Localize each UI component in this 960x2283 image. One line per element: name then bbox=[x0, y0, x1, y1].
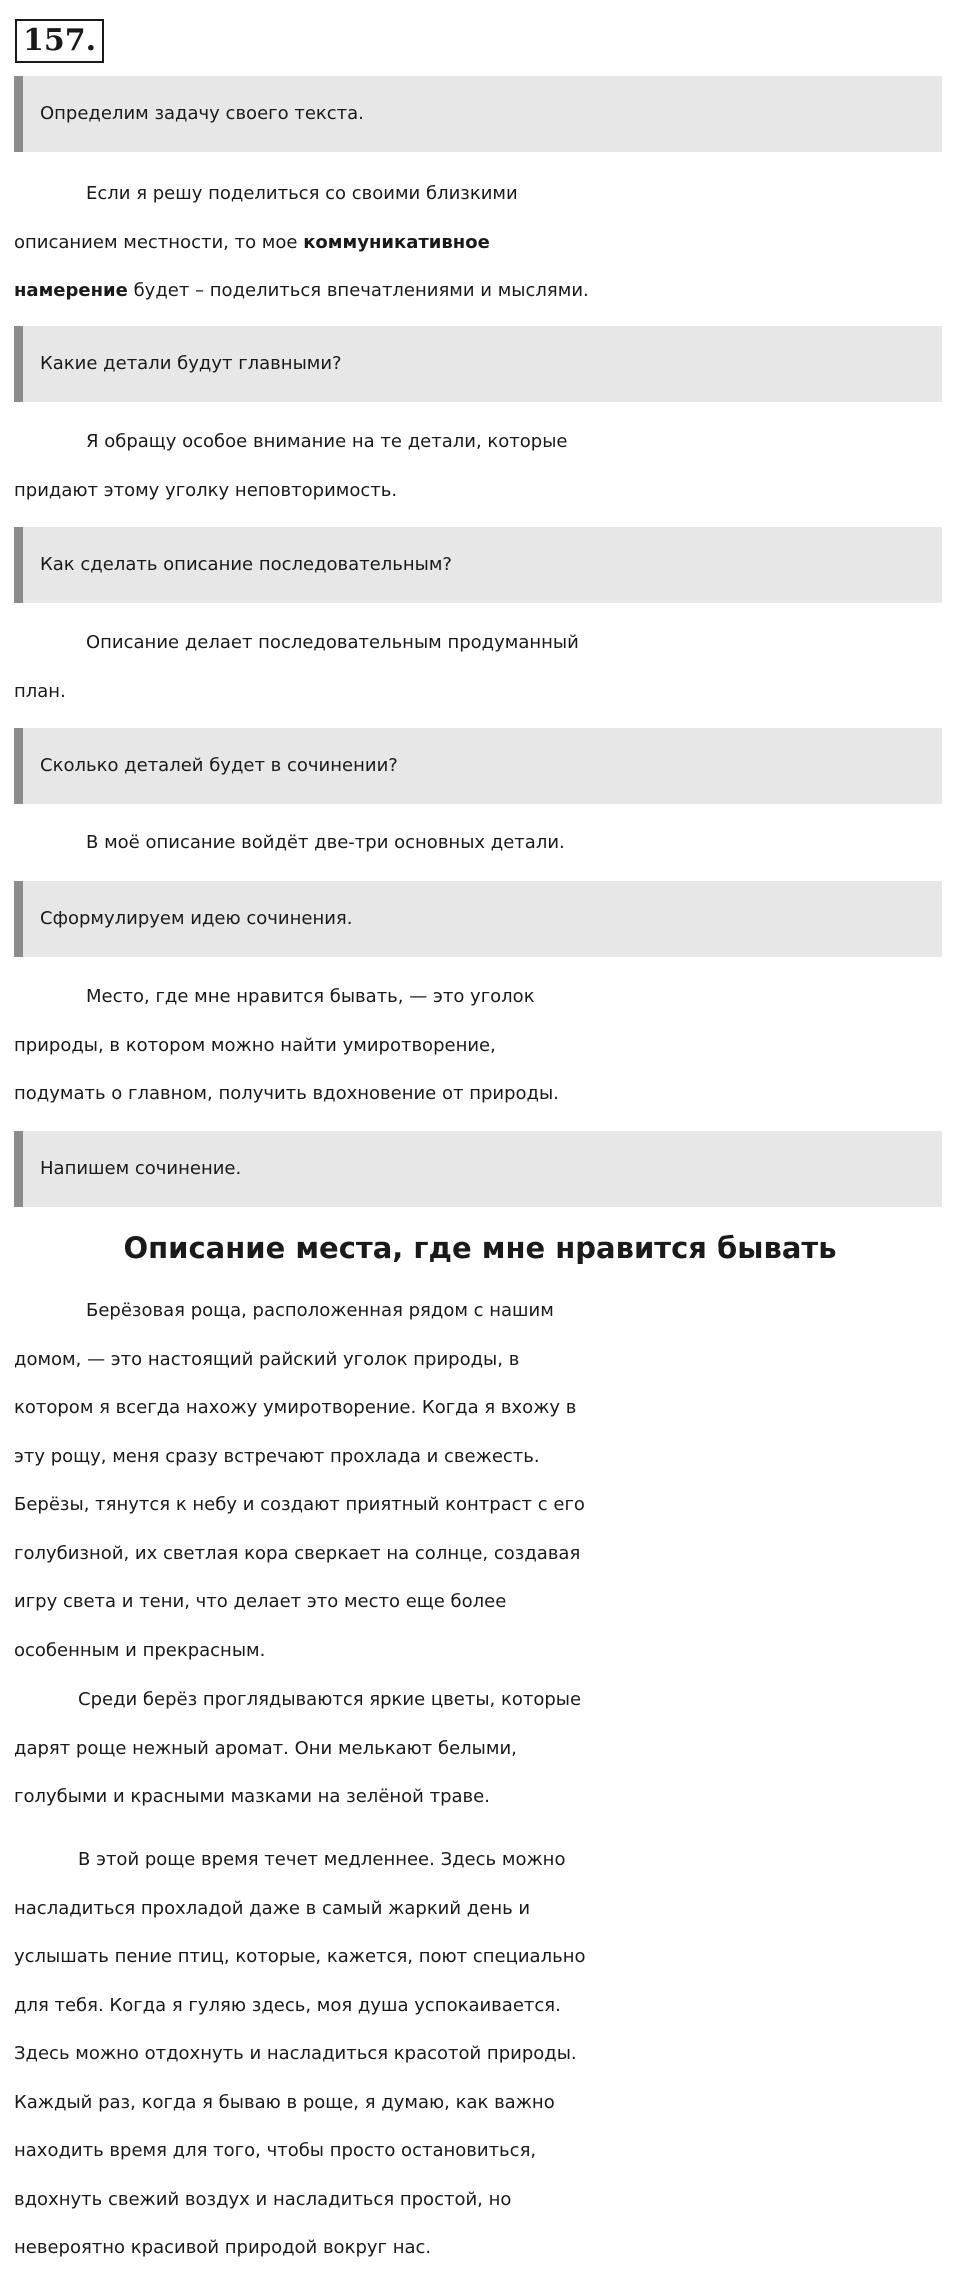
text-line: особенным и прекрасным. bbox=[14, 1639, 266, 1661]
answer-paragraph bbox=[14, 973, 946, 1119]
text-line: В этой роще время течет медленнее. Здесь можно bbox=[78, 1849, 566, 1870]
essay-paragraph-1 bbox=[14, 1287, 946, 1675]
question-block: Какие детали будут главными? bbox=[14, 326, 942, 402]
essay-title: Описание места, где мне нравится бывать bbox=[123, 1231, 837, 1265]
answer-paragraph bbox=[14, 170, 946, 316]
text-line: Если я решу поделиться со своими близкими bbox=[86, 183, 518, 204]
text-line: подумать о главном, получить вдохновение от природы. bbox=[14, 1083, 559, 1104]
text-line: голубыми и красными мазками на зелёной траве. bbox=[14, 1786, 490, 1807]
text-line: Берёзовая роща, расположенная рядом с нашим bbox=[86, 1300, 554, 1321]
text-line: услышать пение птиц, которые, кажется, поют специально bbox=[14, 1946, 586, 1967]
text-line: придают этому уголку неповторимость. bbox=[14, 479, 398, 501]
bold-term: намерение bbox=[14, 280, 128, 301]
question-block: Сформулируем идею сочинения. bbox=[14, 881, 942, 957]
answer-paragraph bbox=[14, 619, 946, 716]
text-line: домом, — это настоящий райский уголок природы, в bbox=[14, 1348, 520, 1370]
text-line: находить время для того, чтобы просто остановиться, bbox=[14, 2140, 537, 2161]
text-line: невероятно красивой природой вокруг нас. bbox=[14, 2237, 432, 2258]
text-span: будет – поделиться впечатлениями и мыслями. bbox=[127, 280, 589, 301]
text-line: Здесь можно отдохнуть и насладиться красотой природы. bbox=[14, 2043, 577, 2064]
text-line bbox=[14, 267, 946, 316]
text-line: план. bbox=[14, 680, 66, 702]
text-line: эту рощу, меня сразу встречают прохлада и свежесть. bbox=[14, 1445, 540, 1467]
bold-term: коммуникативное bbox=[303, 231, 490, 253]
question-block: Напишем сочинение. bbox=[14, 1131, 942, 1207]
text-line: насладиться прохладой даже в самый жаркий день и bbox=[14, 1897, 531, 1919]
task-number: 157. bbox=[15, 19, 104, 63]
text-line: игру света и тени, что делает это место еще более bbox=[14, 1591, 507, 1612]
text-line: Среди берёз проглядываются яркие цветы, которые bbox=[78, 1689, 582, 1710]
text-line: Я обращу особое внимание на те детали, которые bbox=[86, 431, 568, 452]
text-line: природы, в котором можно найти умиротворение, bbox=[14, 1034, 496, 1056]
question-block: Сколько деталей будет в сочинении? bbox=[14, 728, 942, 804]
text-line: вдохнуть свежий воздух и насладиться простой, но bbox=[14, 2188, 512, 2210]
text-line bbox=[14, 219, 946, 268]
text-line: Описание делает последовательным продуманный bbox=[86, 632, 579, 653]
text-span: описанием местности, то мое bbox=[14, 231, 304, 253]
text-line: Каждый раз, когда я бываю в роще, я думаю, как важно bbox=[14, 2091, 555, 2113]
essay-paragraph-2 bbox=[14, 1676, 946, 1822]
answer-paragraph bbox=[14, 418, 946, 515]
text-line: котором я всегда нахожу умиротворение. Когда я вхожу в bbox=[14, 1397, 577, 1418]
text-line: голубизной, их светлая кора сверкает на солнце, создавая bbox=[14, 1542, 581, 1564]
essay-paragraph-3 bbox=[14, 1836, 946, 2273]
text-line: Место, где мне нравится бывать, — это уголок bbox=[86, 986, 535, 1007]
question-block: Определим задачу своего текста. bbox=[14, 76, 942, 152]
text-line: В моё описание войдёт две-три основных детали. bbox=[86, 832, 565, 853]
question-block: Как сделать описание последовательным? bbox=[14, 527, 942, 603]
text-line: дарят роще нежный аромат. Они мелькают белыми, bbox=[14, 1737, 517, 1759]
text-line: для тебя. Когда я гуляю здесь, моя душа успокаивается. bbox=[14, 1994, 561, 2016]
answer-paragraph bbox=[14, 819, 946, 868]
text-line: Берёзы, тянутся к небу и создают приятный контраст с его bbox=[14, 1494, 585, 1515]
